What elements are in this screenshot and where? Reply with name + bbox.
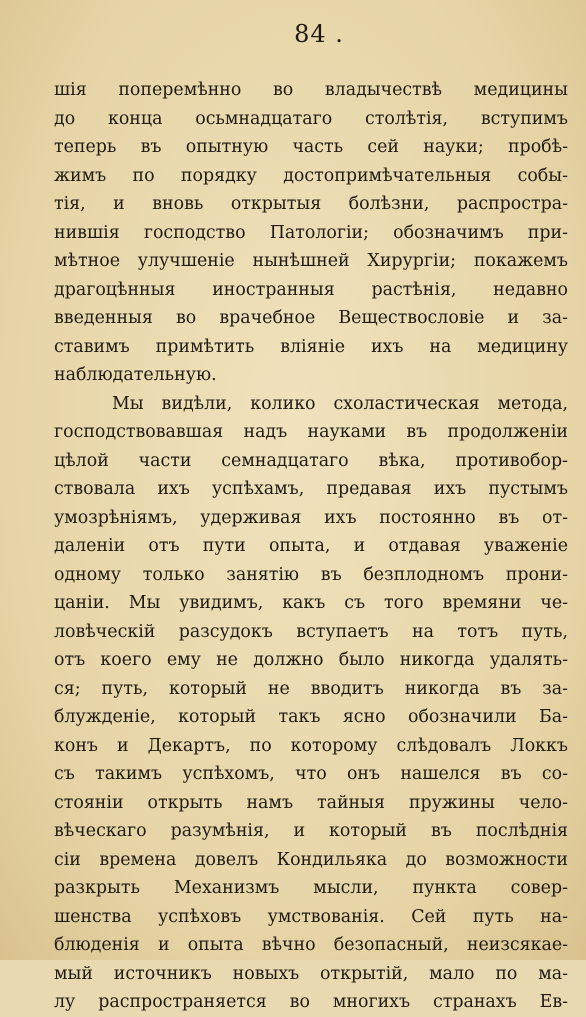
text-line: тія, и вновь открытыя болѣзни, распростра- xyxy=(54,194,568,214)
text-line: одному только занятію въ безплодномъ прони- xyxy=(54,564,568,585)
text-line: господствовавшая надъ науками въ продолженіи xyxy=(54,422,568,442)
text-line: до конца осьмнадцатаго столѣтія, вступимъ xyxy=(54,108,568,129)
text-line: наблюдательную. xyxy=(54,365,217,385)
text-line: шенства успѣховъ умствованія. Сей путь на- xyxy=(54,906,568,927)
text-line: отъ коего ему не должно было никогда удалять- xyxy=(54,650,568,670)
text-line: мѣтное улучшеніе нынѣшней Хирургіи; покажемъ xyxy=(54,251,568,271)
body-text xyxy=(54,76,568,1017)
text-line: лу распространяется во многихъ странахъ Ев- xyxy=(54,992,568,1012)
text-line: ставимъ примѣтить вліяніе ихъ на медицину xyxy=(54,336,568,357)
text-line: конъ и Декартъ, по которому слѣдовалъ Локкъ xyxy=(54,735,568,756)
text-line: стояніи открыть намъ тайныя пружины чело- xyxy=(54,792,568,813)
text-line: жимъ по порядку достопримѣчательныя собы- xyxy=(54,165,568,186)
text-line: блужденіе, который такъ ясно обозначили Ба- xyxy=(54,707,568,727)
text-line: вѣческаго разумѣнія, и который въ послѣднія xyxy=(54,821,568,841)
text-line: съ такимъ успѣхомъ, что онъ нашелся въ со- xyxy=(54,764,568,784)
text-line: ловѣческій разсудокъ вступаетъ на тотъ путь, xyxy=(54,621,568,642)
text-line: разкрыть Механизмъ мысли, пункта совер- xyxy=(54,878,568,898)
text-line: ствовала ихъ успѣхамъ, предавая ихъ пустымъ xyxy=(54,479,568,499)
text-line: ся; путь, который не вводитъ никогда въ за- xyxy=(54,678,568,699)
text-line: нившія господство Патологіи; обозначимъ при- xyxy=(54,222,568,243)
text-line: даленіи отъ пути опыта, и отдавая уваженіе xyxy=(54,536,568,556)
page-number: 84 . xyxy=(294,20,344,48)
text-line: драгоцѣнныя иностранныя растѣнія, недавно xyxy=(54,279,568,300)
text-line: теперь въ опытную часть сей науки; пробѣ- xyxy=(54,137,568,157)
text-line: сіи времена довелъ Кондильяка до возможности xyxy=(54,849,568,870)
text-line: шія поперемѣнно во владычествѣ медицины xyxy=(54,80,568,100)
text-line: цѣлой части семнадцатаго вѣка, противобор- xyxy=(54,450,568,471)
text-line: Мы видѣли, колико схоластическая метода, xyxy=(112,393,568,414)
text-line: введенныя во врачебное Веществословіе и за- xyxy=(54,308,568,328)
text-line: мый источникъ новыхъ открытій, мало по ма- xyxy=(54,963,568,984)
text-line: умозрѣніямъ, удерживая ихъ постоянно въ от- xyxy=(54,507,568,528)
text-line: блюденія и опыта вѣчно безопасный, неизсякае- xyxy=(54,935,568,955)
text-line: цаніи. Мы увидимъ, какъ съ того времяни че- xyxy=(54,593,568,613)
